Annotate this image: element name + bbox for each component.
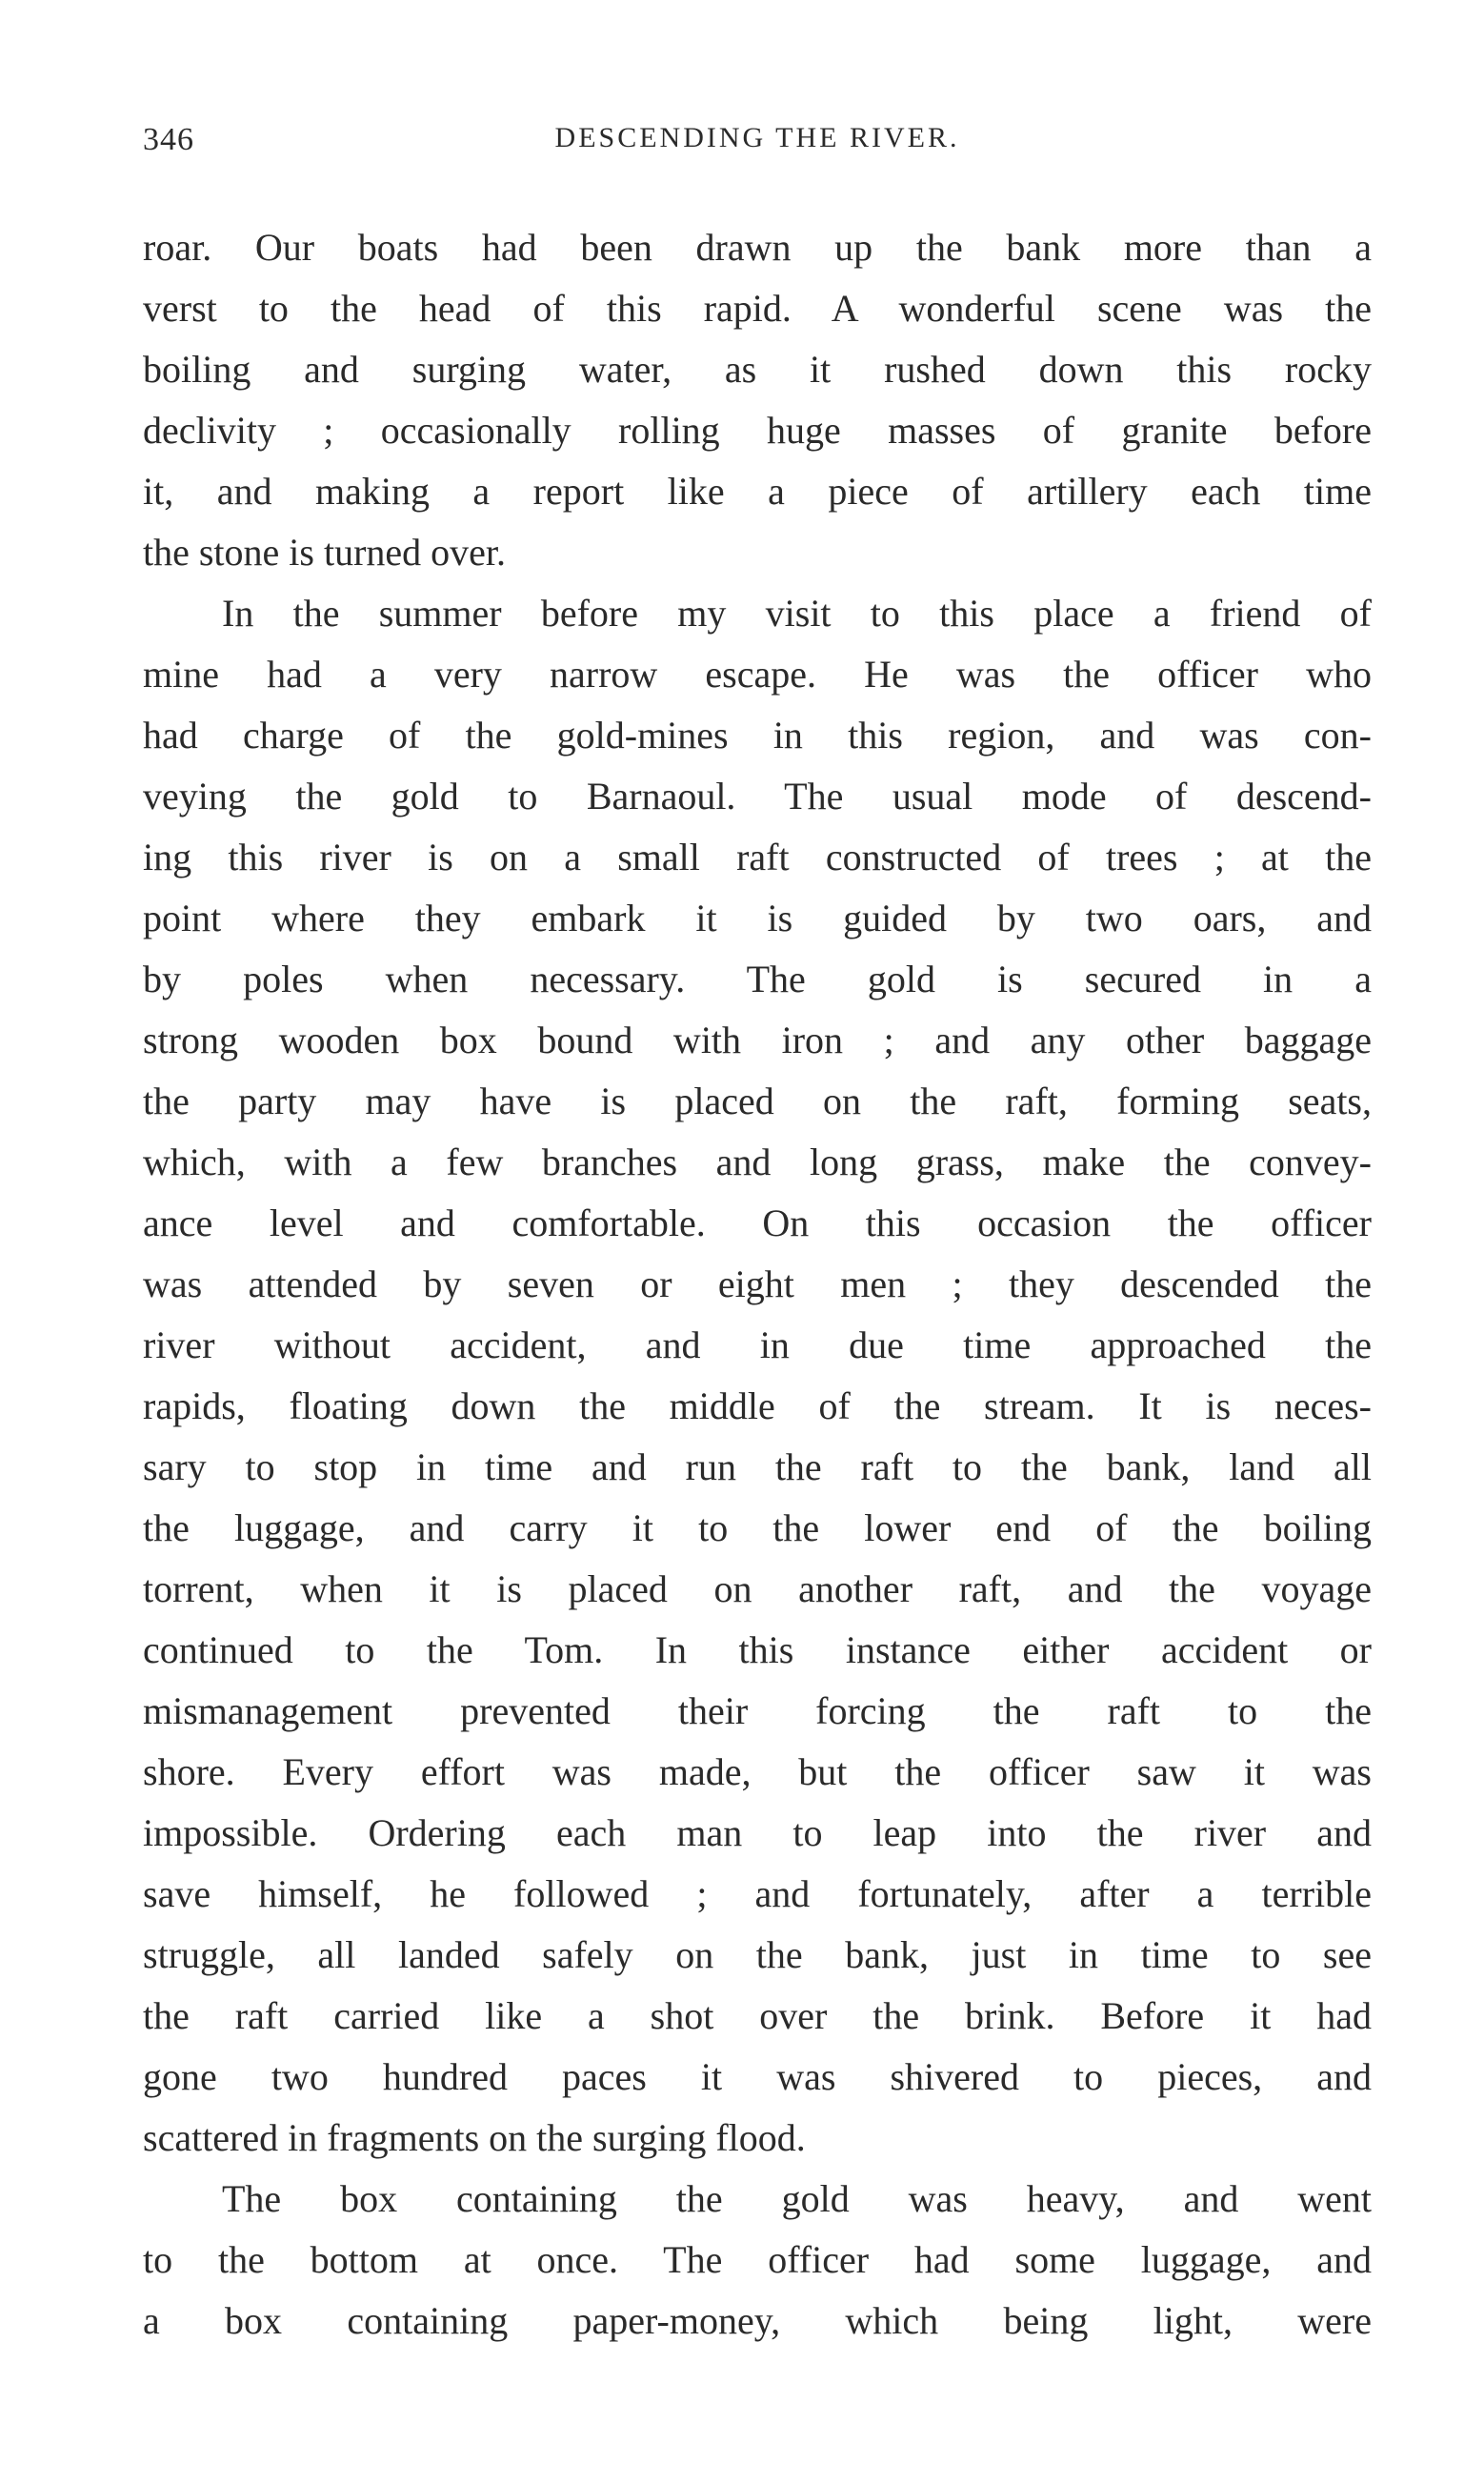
paragraph-1 <box>143 217 1372 583</box>
running-title: DESCENDING THE RIVER. <box>554 122 960 153</box>
text-line: the stone is turned over. <box>143 531 507 574</box>
text-line: the raft carried like a shot over the brink. Before it had <box>143 1994 1372 2037</box>
text-line: In the summer before my visit to this place a friend of <box>222 592 1372 635</box>
text-line: river without accident, and in due time approached the <box>143 1323 1372 1366</box>
text-line: The box containing the gold was heavy, and went <box>222 2177 1372 2220</box>
text-line: which, with a few branches and long grass, make the convey- <box>143 1141 1372 1183</box>
text-line: verst to the head of this rapid. A wonderful scene was the <box>143 287 1372 330</box>
text-line: ance level and comfortable. On this occasion the officer <box>143 1202 1372 1244</box>
text-line: a box containing paper-money, which being light, were <box>143 2299 1372 2342</box>
text-line: by poles when necessary. The gold is secured in a <box>143 958 1372 1000</box>
text-line: mine had a very narrow escape. He was the officer who <box>143 653 1372 696</box>
text-line: declivity ; occasionally rolling huge masses of granite before <box>143 409 1372 452</box>
text-line: impossible. Ordering each man to leap into the river and <box>143 1811 1372 1854</box>
text-line: scattered in fragments on the surging flood. <box>143 2116 806 2159</box>
text-line: sary to stop in time and run the raft to the bank, land all <box>143 1445 1372 1488</box>
paragraph-3 <box>143 2169 1372 2352</box>
text-line: the luggage, and carry it to the lower end of the boiling <box>143 1506 1372 1549</box>
text-line: gone two hundred paces it was shivered to pieces, and <box>143 2055 1372 2098</box>
text-line: had charge of the gold-mines in this region, and was con- <box>143 714 1372 757</box>
text-line: torrent, when it is placed on another raft, and the voyage <box>143 1567 1372 1610</box>
text-line: the party may have is placed on the raft, forming seats, <box>143 1080 1372 1122</box>
running-head <box>143 122 1372 170</box>
text-line: mismanagement prevented their forcing the raft to the <box>143 1689 1372 1732</box>
text-line: it, and making a report like a piece of artillery each time <box>143 470 1372 513</box>
text-line: save himself, he followed ; and fortunately, after a terrible <box>143 1872 1372 1915</box>
text-line: ing this river is on a small raft constructed of trees ; at the <box>143 836 1372 878</box>
text-line: struggle, all landed safely on the bank, just in time to see <box>143 1933 1372 1976</box>
text-line: rapids, floating down the middle of the stream. It is neces- <box>143 1384 1372 1427</box>
text-line: boiling and surging water, as it rushed down this rocky <box>143 348 1372 391</box>
text-line: strong wooden box bound with iron ; and any other baggage <box>143 1019 1372 1061</box>
paragraph-2 <box>143 583 1372 2169</box>
text-line: continued to the Tom. In this instance either accident or <box>143 1628 1372 1671</box>
text-line: roar. Our boats had been drawn up the bank more than a <box>143 226 1372 269</box>
text-line: veying the gold to Barnaoul. The usual mode of descend- <box>143 775 1372 818</box>
page-number: 346 <box>143 122 194 157</box>
text-line: to the bottom at once. The officer had some luggage, and <box>143 2238 1372 2281</box>
text-line: shore. Every effort was made, but the officer saw it was <box>143 1750 1372 1793</box>
text-line: was attended by seven or eight men ; they descended the <box>143 1262 1372 1305</box>
body-text <box>143 217 1372 2352</box>
text-line: point where they embark it is guided by two oars, and <box>143 897 1372 939</box>
